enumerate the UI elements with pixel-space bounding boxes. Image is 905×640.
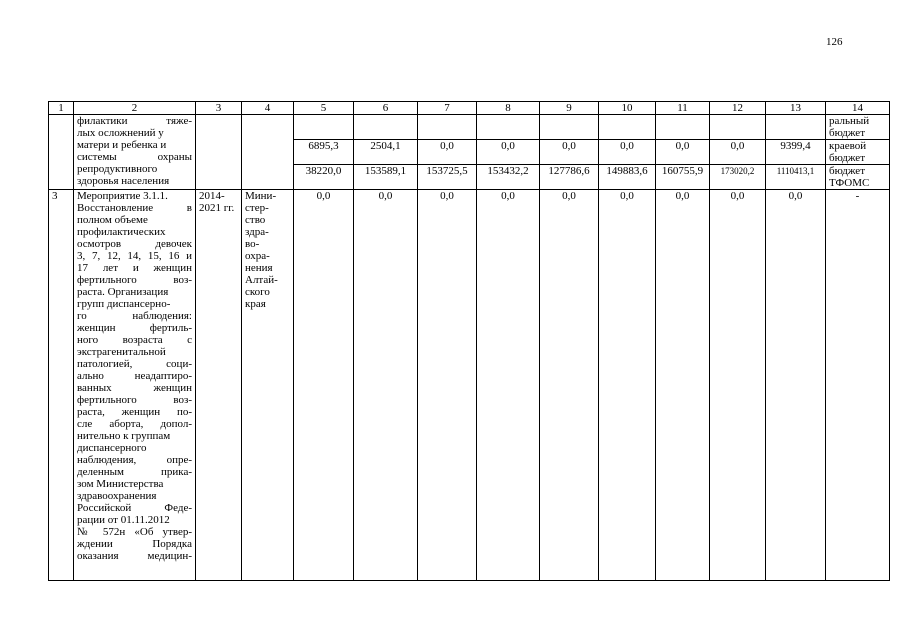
description-line: № 572н «Об утвер- xyxy=(77,526,192,538)
description-line: раста, женщин по- xyxy=(77,406,192,418)
value-cell: 153432,2 xyxy=(477,165,540,190)
executor-line: Мини- xyxy=(245,190,277,202)
funding-source-cell xyxy=(826,115,890,140)
row-number-cell: 3 xyxy=(49,190,74,581)
description-line: профилактических xyxy=(77,226,166,238)
row-number-cell xyxy=(49,115,74,190)
column-number: 6 xyxy=(354,102,418,115)
description-line: нительно к группам xyxy=(77,430,171,442)
value-cell: 0,0 xyxy=(599,190,656,581)
value-cell xyxy=(540,115,599,140)
description-line: матери и ребенка и xyxy=(77,139,167,151)
value-cell: 0,0 xyxy=(599,140,656,165)
funding-source-line: бюджет xyxy=(829,127,865,139)
executor-line: здра- xyxy=(245,226,269,238)
column-number: 2 xyxy=(74,102,196,115)
value-cell: 0,0 xyxy=(710,140,766,165)
value-cell: 9399,4 xyxy=(766,140,826,165)
description-line: филактики тяже- xyxy=(77,115,192,127)
description-line: экстрагенитальной xyxy=(77,346,166,358)
value-cell: 127786,6 xyxy=(540,165,599,190)
column-number: 3 xyxy=(196,102,242,115)
measure-description-cell xyxy=(74,115,196,190)
column-number: 9 xyxy=(540,102,599,115)
value-cell xyxy=(477,115,540,140)
description-line: 3, 7, 12, 14, 15, 16 и xyxy=(77,250,192,262)
executor-line: охра- xyxy=(245,250,270,262)
table-row xyxy=(49,190,890,581)
description-line: Российской Феде- xyxy=(77,502,192,514)
description-line: здоровья населения xyxy=(77,175,170,187)
description-line: лых осложнений у xyxy=(77,127,164,139)
value-cell xyxy=(294,115,354,140)
column-number-row xyxy=(49,102,890,115)
column-number: 1 xyxy=(49,102,74,115)
description-line: фертильного воз- xyxy=(77,394,192,406)
funding-source-line: краевой xyxy=(829,140,867,152)
executor-line: Алтай- xyxy=(245,274,278,286)
value-cell: 6895,3 xyxy=(294,140,354,165)
description-line: сле аборта, допол- xyxy=(77,418,192,430)
funding-source-line: ральный xyxy=(829,115,870,127)
column-number: 7 xyxy=(418,102,477,115)
value-cell: 38220,0 xyxy=(294,165,354,190)
value-cell: 0,0 xyxy=(656,140,710,165)
description-line: патологией, соци- xyxy=(77,358,192,370)
value-cell: 173020,2 xyxy=(710,165,766,190)
description-line: фертильного воз- xyxy=(77,274,192,286)
description-line: раста. Организация xyxy=(77,286,169,298)
page-number: 126 xyxy=(826,36,843,48)
measure-description-cell xyxy=(74,190,196,581)
column-number: 4 xyxy=(242,102,294,115)
column-number: 14 xyxy=(826,102,890,115)
value-cell xyxy=(710,115,766,140)
value-cell: 0,0 xyxy=(710,190,766,581)
description-line: зом Министерства xyxy=(77,478,164,490)
description-line: осмотров девочек xyxy=(77,238,192,250)
period-line: 2014- xyxy=(199,190,225,202)
description-line: здравоохранения xyxy=(77,490,157,502)
description-line: рации от 01.11.2012 xyxy=(77,514,170,526)
value-cell: 0,0 xyxy=(477,190,540,581)
column-number: 5 xyxy=(294,102,354,115)
column-number: 12 xyxy=(710,102,766,115)
column-number: 13 xyxy=(766,102,826,115)
description-line: 17 лет и женщин xyxy=(77,262,192,274)
period-cell xyxy=(196,115,242,190)
value-cell: 0,0 xyxy=(354,190,418,581)
value-cell xyxy=(656,115,710,140)
value-cell: 0,0 xyxy=(418,140,477,165)
value-cell: 0,0 xyxy=(294,190,354,581)
column-number: 11 xyxy=(656,102,710,115)
executor-line: стер- xyxy=(245,202,269,214)
value-cell: 0,0 xyxy=(477,140,540,165)
executor-line: нения xyxy=(245,262,273,274)
period-line: 2021 гг. xyxy=(199,202,235,214)
value-cell: 2504,1 xyxy=(354,140,418,165)
description-line: групп диспансерно- xyxy=(77,298,171,310)
value-cell xyxy=(599,115,656,140)
value-cell xyxy=(766,115,826,140)
description-line: деленным прика- xyxy=(77,466,192,478)
description-line: системы охраны xyxy=(77,151,192,163)
value-cell: 149883,6 xyxy=(599,165,656,190)
value-cell: 0,0 xyxy=(656,190,710,581)
description-line: полном объеме xyxy=(77,214,148,226)
funding-source-cell xyxy=(826,165,890,190)
value-cell xyxy=(354,115,418,140)
value-cell: 153725,5 xyxy=(418,165,477,190)
funding-source-line: бюджет xyxy=(829,152,865,164)
executor-cell xyxy=(242,115,294,190)
description-line: ально неадаптиро- xyxy=(77,370,192,382)
value-cell: 0,0 xyxy=(540,140,599,165)
period-cell xyxy=(196,190,242,581)
funding-source-line: ТФОМС xyxy=(829,177,870,189)
description-line: Мероприятие 3.1.1. xyxy=(77,190,168,202)
value-cell xyxy=(418,115,477,140)
description-line: оказания медицин- xyxy=(77,550,192,562)
value-cell: 0,0 xyxy=(766,190,826,581)
value-cell: 1110413,1 xyxy=(766,165,826,190)
executor-cell xyxy=(242,190,294,581)
funding-source-line: бюджет xyxy=(829,165,865,177)
budget-table xyxy=(48,101,890,581)
description-line: диспансерного xyxy=(77,442,147,454)
value-cell: 0,0 xyxy=(418,190,477,581)
description-line: ванных женщин xyxy=(77,382,192,394)
value-cell: 153589,1 xyxy=(354,165,418,190)
description-line: репродуктивного xyxy=(77,163,158,175)
executor-line: ского xyxy=(245,286,270,298)
funding-source-cell xyxy=(826,140,890,165)
executor-line: во- xyxy=(245,238,260,250)
description-line: ного возраста с xyxy=(77,334,192,346)
description-line: Восстановление в xyxy=(77,202,192,214)
description-line: женщин фертиль- xyxy=(77,322,192,334)
description-line: ждении Порядка xyxy=(77,538,192,550)
table-row xyxy=(49,115,890,140)
executor-line: края xyxy=(245,298,266,310)
value-cell: 160755,9 xyxy=(656,165,710,190)
description-line: го наблюдения: xyxy=(77,310,192,322)
value-cell: 0,0 xyxy=(540,190,599,581)
funding-source-cell: - xyxy=(826,190,890,581)
column-number: 8 xyxy=(477,102,540,115)
description-line: наблюдения, опре- xyxy=(77,454,192,466)
executor-line: ство xyxy=(245,214,266,226)
column-number: 10 xyxy=(599,102,656,115)
